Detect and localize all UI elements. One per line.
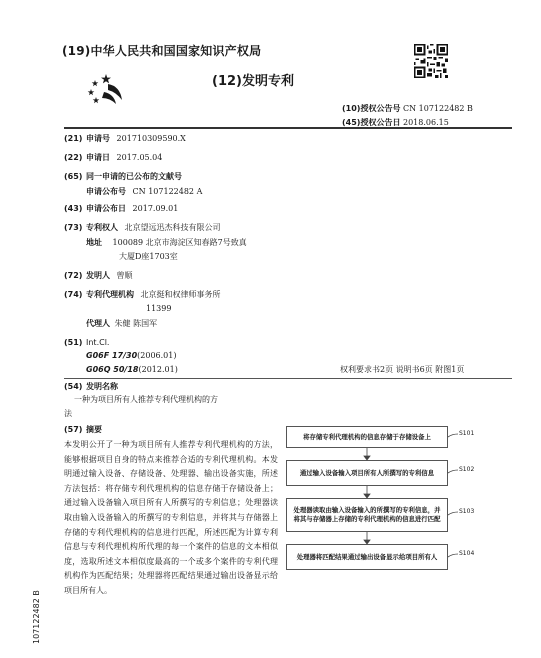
address-row: 地址 100089 北京市海淀区知春路7号致真 xyxy=(86,238,247,247)
page-counts: 权利要求书2页 说明书6页 附图1页 xyxy=(340,365,465,374)
application-date: 2017.05.04 xyxy=(116,153,163,162)
issuing-office: (19)中华人民共和国国家知识产权局 xyxy=(62,44,262,58)
header-divider xyxy=(64,127,512,129)
patentee-row: (73) 专利权人 北京望远迅杰科技有限公司 xyxy=(64,223,221,232)
step-label-s103: S103 xyxy=(459,508,475,515)
agency: 北京挺和权律师事务所 xyxy=(140,290,221,299)
agency-code: 11399 xyxy=(146,304,172,313)
flowchart-step-s103: 处理器读取由输入设备输入的所撰写的专利信息，并将其与存储器上存储的专利代理机构的信息进行匹配 xyxy=(286,498,448,532)
invention-title-row: (54) 发明名称 xyxy=(64,382,118,391)
grant-date-label: (45)授权公告日 xyxy=(342,118,401,127)
invention-title-line-2: 法 xyxy=(64,409,72,418)
abstract-text: 本发明公开了一种为项目所有人推荐专利代理机构的方法，能够根据项目自身的特点来推荐合适的专利代理机构。本发明通过输入设备、存储设备、处理器、输出设备实施，所述方法包括：将存储专利代理机构的信息存储于存储设备上；通过输入设备输入项目所有人所撰写的专利信息；处理器读取由输入设备输入的所撰写的专利信息，并将其与存储器上存储的专利代理机构的信息进行匹配，所述匹配为计算专利信息与专利代理机构所代理的每一个案件的信息的文本相似度，选取所述文本相似度最高的一个或多个案件的专利代理机构作为匹配结果；处理器将匹配结果通过输出设备显示给项目所有人。 xyxy=(64,440,278,595)
application-number-row: (21) 申请号 201710309590.X xyxy=(64,134,186,143)
document-type: (12)发明专利 xyxy=(212,74,294,89)
grant-number-row xyxy=(342,103,473,114)
patentee: 北京望远迅杰科技有限公司 xyxy=(124,223,221,232)
abstract-heading: (57) 摘要 xyxy=(64,425,102,434)
int-cl-row: (51) Int.Cl. xyxy=(64,338,110,347)
inventor: 曾顺 xyxy=(116,271,133,280)
step-label-s104: S104 xyxy=(459,550,475,557)
agent: 朱健 陈国军 xyxy=(114,319,158,328)
grant-date: 2018.06.15 xyxy=(403,118,449,127)
publication-date: 2017.09.01 xyxy=(132,204,179,213)
qr-code-icon xyxy=(414,44,448,78)
application-date-row: (22) 申请日 2017.05.04 xyxy=(64,153,163,162)
invention-title-line-1: 一种为项目所有人推荐专利代理机构的方 xyxy=(74,395,218,404)
prior-publication-row: (65) 同一申请的已公布的文献号 xyxy=(64,172,182,181)
address-line-2: 大厦D座1703室 xyxy=(119,252,178,261)
grant-number: CN 107122482 B xyxy=(403,104,473,113)
cnipa-emblem-icon xyxy=(86,72,126,106)
flowchart-step-s101: 将存储专利代理机构的信息存储于存储设备上 xyxy=(286,426,448,448)
side-publication-number: 107122482 B xyxy=(32,590,41,644)
grant-number-label: (10)授权公告号 xyxy=(342,104,401,113)
flowchart-step-s104: 处理器将匹配结果通过输出设备显示给项目所有人 xyxy=(286,544,448,570)
publication-number-row: 申请公布号 CN 107122482 A xyxy=(86,187,203,196)
step-label-s102: S102 xyxy=(459,466,475,473)
step-label-s101: S101 xyxy=(459,430,475,437)
application-number: 201710309590.X xyxy=(116,134,186,143)
agency-row: (74) 专利代理机构 北京挺和权律师事务所 xyxy=(64,290,221,299)
publication-number: CN 107122482 A xyxy=(132,187,203,196)
classification-2: G06Q 50/18(2012.01) xyxy=(86,365,178,374)
agent-row: 代理人 朱健 陈国军 xyxy=(86,319,158,328)
bibliographic-divider xyxy=(64,378,512,379)
inventor-row: (72) 发明人 曾顺 xyxy=(64,271,133,280)
flowchart-step-s102: 通过输入设备输入项目所有人所撰写的专利信息 xyxy=(286,460,448,486)
address-line-1: 100089 北京市海淀区知春路7号致真 xyxy=(112,238,247,247)
classification-1: G06F 17/30(2006.01) xyxy=(86,351,177,360)
publication-date-row: (43) 申请公布日 2017.09.01 xyxy=(64,204,179,213)
